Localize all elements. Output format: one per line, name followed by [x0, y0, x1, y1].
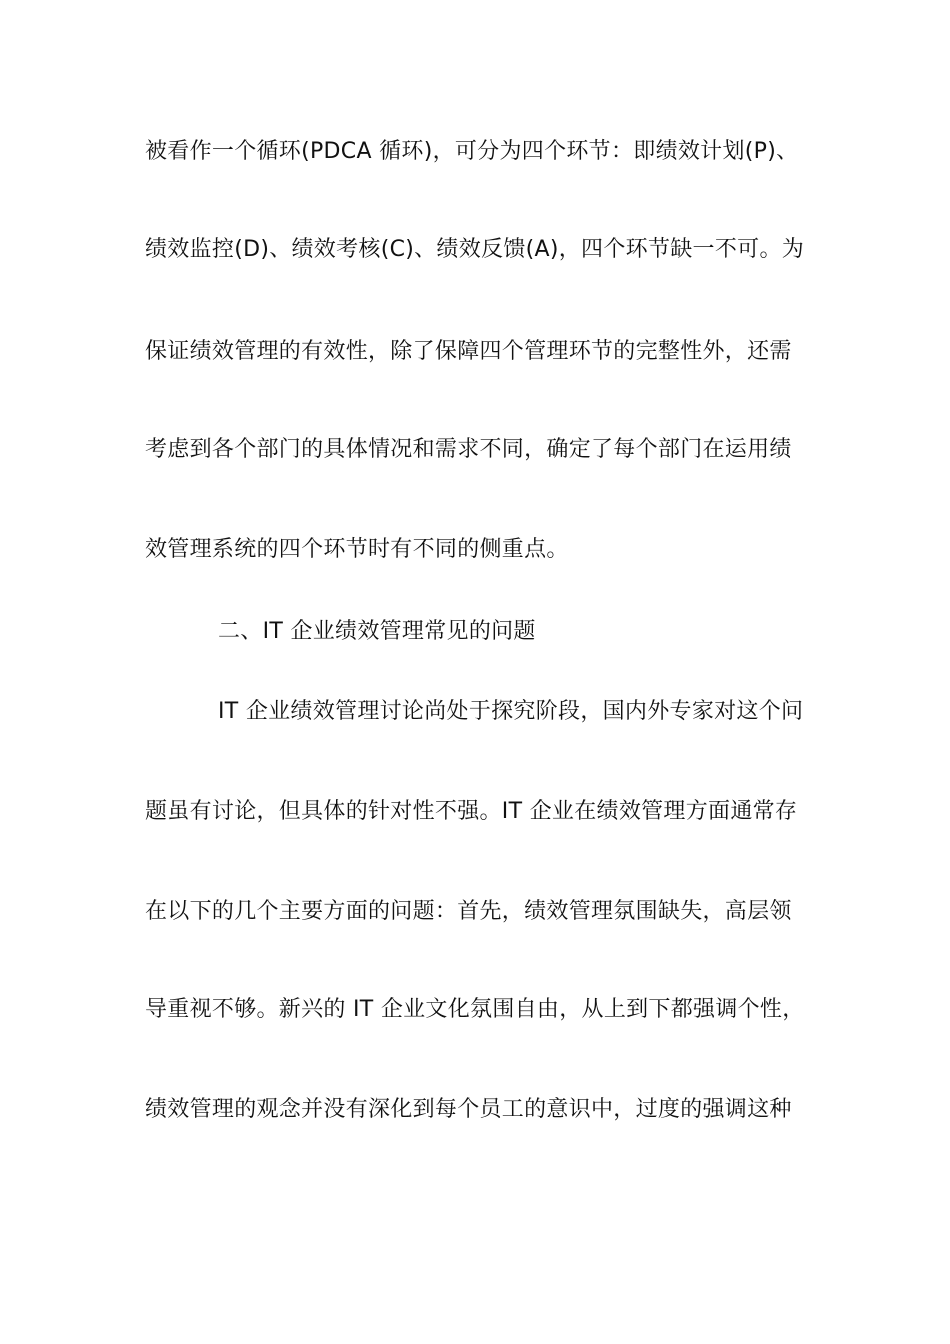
paragraph-line: 绩效监控(D)、绩效考核(C)、绩效反馈(A)，四个环节缺一不可。为 — [145, 237, 805, 262]
paragraph-line: IT 企业绩效管理讨论尚处于探究阶段，国内外专家对这个问 — [218, 699, 804, 724]
paragraph-line: 在以下的几个主要方面的问题：首先，绩效管理氛围缺失，高层领 — [145, 899, 792, 924]
paragraph-line: 效管理系统的四个环节时有不同的侧重点。 — [145, 537, 569, 562]
paragraph-line: 题虽有讨论，但具体的针对性不强。IT 企业在绩效管理方面通常存 — [145, 799, 798, 824]
paragraph-line: 保证绩效管理的有效性，除了保障四个管理环节的完整性外，还需 — [145, 339, 792, 364]
paragraph-line: 绩效管理的观念并没有深化到每个员工的意识中，过度的强调这种 — [145, 1097, 792, 1122]
paragraph-line: 考虑到各个部门的具体情况和需求不同，确定了每个部门在运用绩 — [145, 437, 792, 462]
section-heading: 二、IT 企业绩效管理常见的问题 — [218, 619, 536, 644]
paragraph-line: 导重视不够。新兴的 IT 企业文化氛围自由，从上到下都强调个性， — [145, 997, 805, 1022]
paragraph-line: 被看作一个循环(PDCA 循环)，可分为四个环节：即绩效计划(P)、 — [145, 139, 799, 164]
